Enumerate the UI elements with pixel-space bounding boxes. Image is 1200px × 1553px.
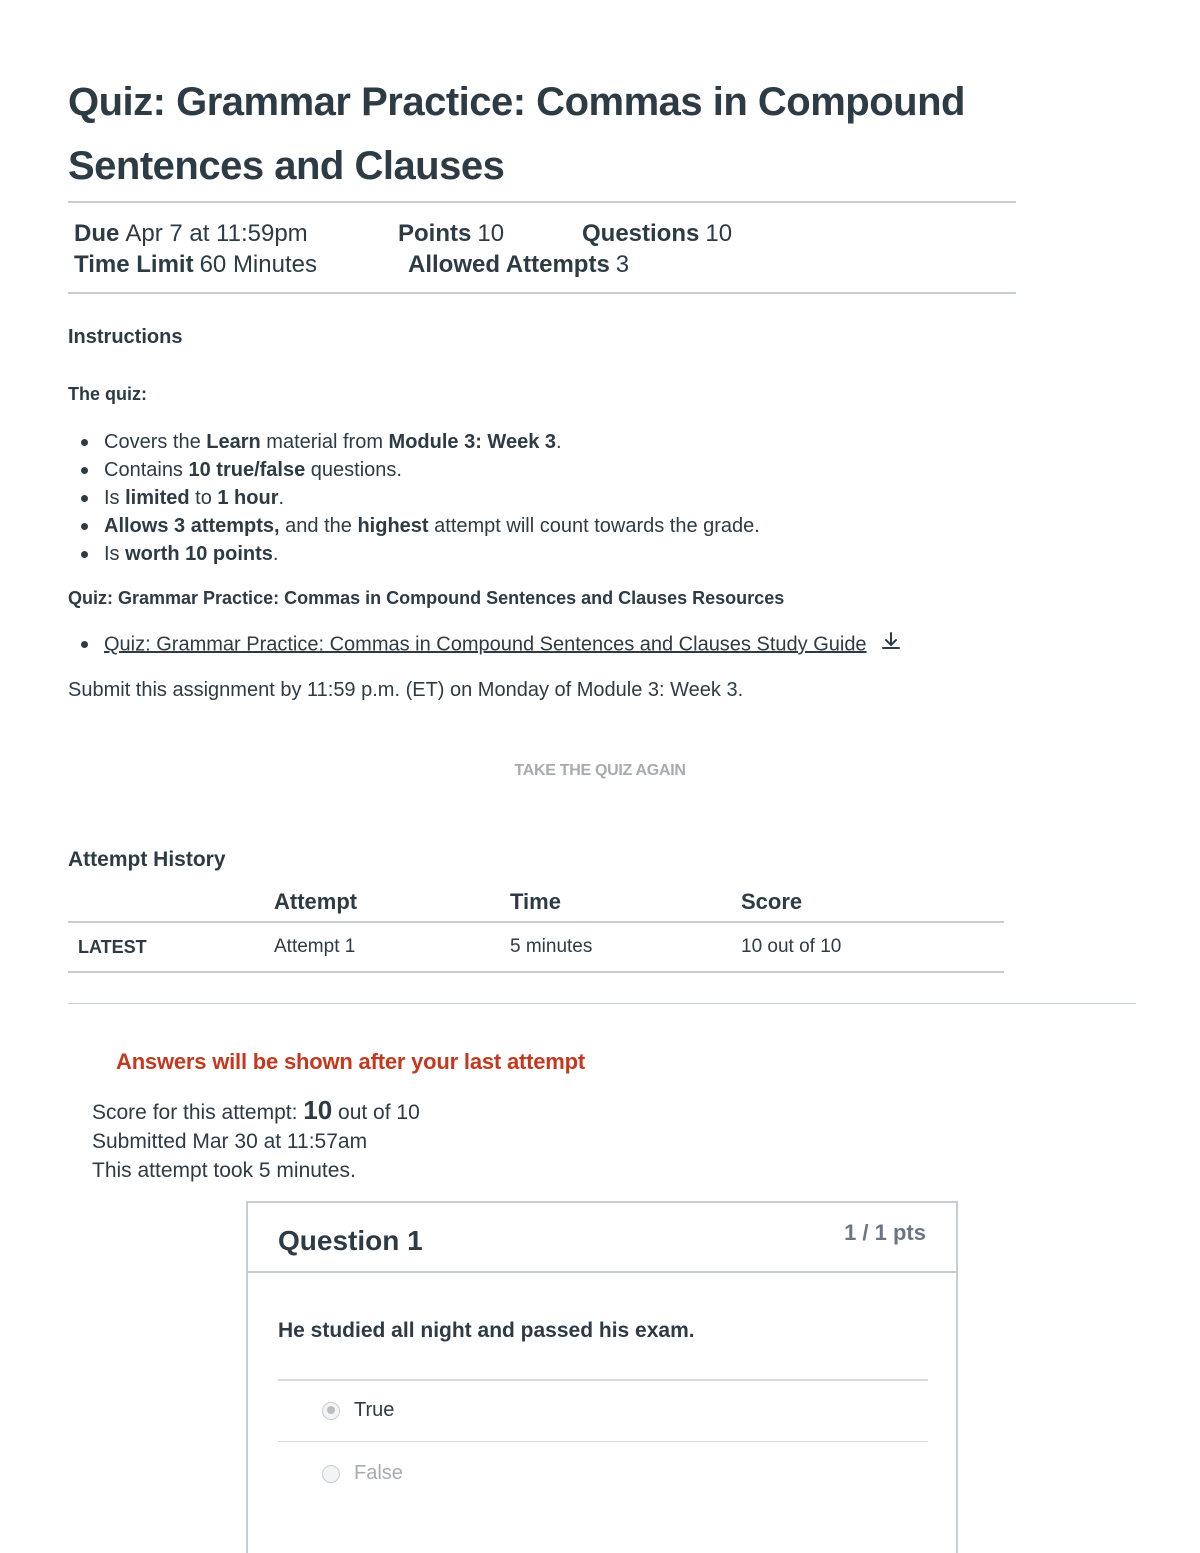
page-title: Quiz: Grammar Practice: Commas in Compound Sentences and Clauses: [68, 80, 965, 188]
score-value: 10: [303, 1095, 333, 1125]
question-text: He studied all night and passed his exam.: [278, 1319, 695, 1342]
attempts-meta: [408, 250, 629, 280]
question-points: 1 / 1 pts: [844, 1220, 926, 1245]
meta-divider: [68, 292, 1016, 294]
attempt-history-table: [68, 882, 1004, 973]
points-label: Points: [398, 220, 472, 247]
attempts-value: 3: [615, 251, 630, 278]
answer-option-false[interactable]: [322, 1462, 403, 1485]
due-meta: [74, 219, 308, 249]
questions-meta: [582, 219, 732, 249]
attempt-score: 10 out of 10: [741, 922, 1004, 972]
points-value: 10: [477, 220, 505, 247]
question-title: Question 1: [278, 1225, 423, 1256]
radio-unchecked-icon[interactable]: [322, 1465, 340, 1483]
time-limit-label: Time Limit: [74, 251, 194, 278]
attempts-label: Allowed Attempts: [408, 251, 610, 278]
submitted-line: Submitted Mar 30 at 11:57am: [92, 1130, 368, 1153]
answers-notice: Answers will be shown after your last attempt: [116, 1049, 585, 1074]
list-item: Allows 3 attempts, and the highest attempt will count towards the grade.: [104, 512, 760, 540]
attempt-time: 5 minutes: [510, 922, 741, 972]
attempt-summary: [92, 1096, 420, 1185]
time-limit-value: 60 Minutes: [199, 251, 317, 278]
score-line: Score for this attempt: 10 out of 10: [92, 1095, 420, 1125]
question-card: [246, 1201, 958, 1553]
download-icon[interactable]: [880, 630, 902, 660]
column-header: Score: [741, 882, 1004, 922]
list-item: Is limited to 1 hour.: [104, 484, 760, 512]
duration-line: This attempt took 5 minutes.: [92, 1159, 356, 1182]
radio-checked-icon[interactable]: [322, 1402, 340, 1420]
column-header: Attempt: [274, 882, 510, 922]
table-header-row: [68, 882, 1004, 922]
quiz-subheading: The quiz:: [68, 384, 147, 404]
list-item: Contains 10 true/false questions.: [104, 456, 760, 484]
points-meta: [398, 219, 504, 249]
latest-tag: LATEST: [68, 922, 274, 972]
answer-label: False: [354, 1462, 403, 1484]
submit-note: Submit this assignment by 11:59 p.m. (ET) on Monday of Module 3: Week 3.: [68, 679, 744, 701]
answer-label: True: [354, 1399, 395, 1421]
answer-divider: [278, 1441, 928, 1442]
attempt-history-heading: Attempt History: [68, 848, 226, 871]
section-divider: [68, 1003, 1136, 1004]
study-guide-link[interactable]: Quiz: Grammar Practice: Commas in Compound Sentences and Clauses Study Guide: [104, 633, 867, 656]
due-label: Due: [74, 220, 120, 247]
column-header: [68, 882, 274, 922]
questions-label: Questions: [582, 220, 700, 247]
answer-divider: [278, 1379, 928, 1381]
time-limit-meta: [74, 250, 317, 280]
question-header: [248, 1203, 956, 1273]
table-row: [68, 922, 1004, 972]
questions-value: 10: [705, 220, 733, 247]
title-divider: [68, 201, 1016, 203]
resources-heading: Quiz: Grammar Practice: Commas in Compound Sentences and Clauses Resources: [68, 588, 785, 608]
list-item: Is worth 10 points.: [104, 540, 760, 568]
attempt-link[interactable]: Attempt 1: [274, 922, 510, 972]
due-value: Apr 7 at 11:59pm: [125, 220, 308, 247]
instructions-heading: Instructions: [68, 326, 183, 348]
instructions-list: [104, 428, 760, 568]
list-item: Covers the Learn material from Module 3: Week 3.: [104, 428, 760, 456]
answer-option-true[interactable]: [322, 1399, 394, 1422]
take-quiz-again-button[interactable]: TAKE THE QUIZ AGAIN: [514, 762, 686, 779]
list-item: [104, 630, 902, 660]
resources-list: [104, 630, 902, 660]
column-header: Time: [510, 882, 741, 922]
